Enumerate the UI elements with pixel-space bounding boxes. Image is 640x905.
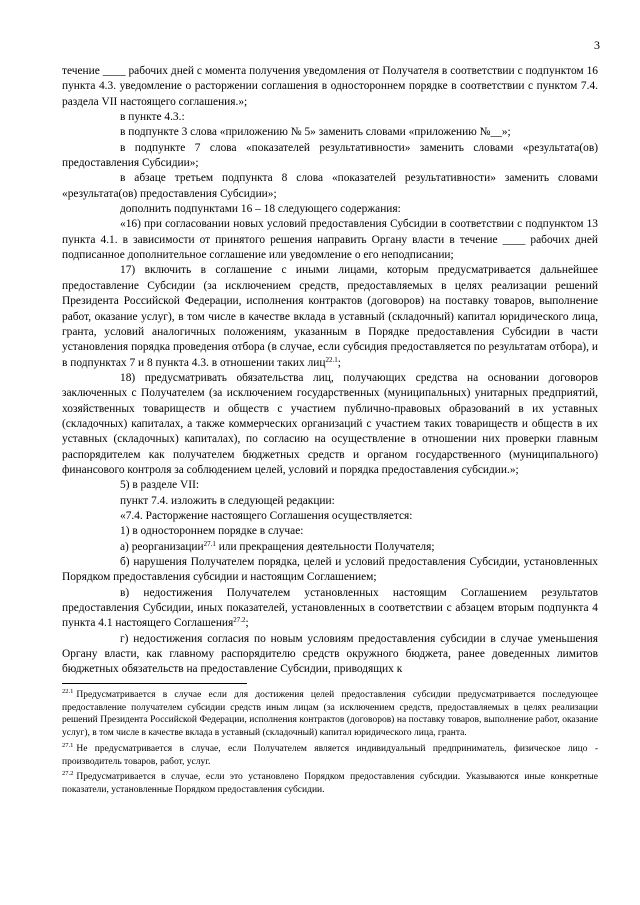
paragraph: в пункте 4.3.: bbox=[120, 111, 185, 124]
footnote-text: Предусматривается в случае, если это установлено Порядком предоставления субсидии. Указываются иные конкретные показатели, установленные Порядком предоставления субсидии. bbox=[62, 772, 598, 795]
paragraph: течение ____ рабочих дней с момента получения уведомления от Получателя в соответствии с подпунктом 16 пункта 4.3. уведомление о расторжении соглашения в одностороннем порядке в соответствии с пунктом 7.4. раздела VII настоящего соглашения.»; bbox=[62, 65, 598, 108]
paragraph: в абзаце третьем подпункта 8 слова «показателей результативности» заменить словами «результата(ов) предоставления Субсидии»; bbox=[62, 172, 598, 200]
footnote bbox=[62, 771, 598, 796]
footnote-text: Предусматривается в случае если для достижения целей предоставления субсидии предусматривается последующее предоставление получателем субсидии средств иным лицам (за исключением средств, предоставляемых в целях реализации решений Президента Российской Федерации, исполнения контрактов (договоров) на поставку товаров, выполнение работ, оказание услуг), в том числе в качестве вклада в уставный (складочный) капитал юридического лица, гранта. bbox=[62, 690, 598, 739]
footnote-mark: 27.2 bbox=[62, 770, 74, 778]
footnotes bbox=[62, 689, 598, 798]
paragraph: б) нарушения Получателем порядка, целей и условий предоставления Субсидии, установленных Порядком предоставления субсидии и настоящим Соглашением; bbox=[62, 556, 598, 584]
paragraph: «7.4. Расторжение настоящего Соглашения осуществляется: bbox=[120, 509, 413, 522]
paragraph: пункт 7.4. изложить в следующей редакции: bbox=[120, 494, 335, 507]
paragraph: в) недостижения Получателем установленных настоящим Соглашением результатов предоставления Субсидии, иных показателей, установленных в соответствии с абзацем вторым подпункта 4 пункта 4.1 настоящего Соглашения$^{27.2}$; bbox=[62, 586, 598, 630]
paragraph: в подпункте 7 слова «показателей результативности» заменить словами «результата(ов) предоставления Субсидии»; bbox=[62, 141, 598, 170]
paragraph: 17) включить в соглашение с иными лицами, которым предусматривается дальнейшее предоставление Субсидии (за исключением средств, предоставляемых в целях реализации решений Президента Российской Федерации, исполнения контрактов (договоров) на поставку товаров, выполнение работ, оказание услуг), в том числе в качестве вклада в уставный (складочный) капитал юридического лица, гранта, условий аналогичных положениям, указанным в Порядке предоставления Субсидии в части установления порядка проведения отбора (в случае, если субсидия предоставляется по результатам отбора), и в подпунктах 7 и 8 пункта 4.3. в отношении таких лиц$^{22.1}$; bbox=[62, 264, 598, 369]
footnote-reference[interactable]: 27.1 bbox=[203, 539, 216, 548]
footnote bbox=[62, 743, 598, 768]
paragraph: г) недостижения согласия по новым условиям предоставления субсидии в случае уменьшения Органу власти, как главному распорядителю средств окружного бюджета, ранее доведенных лимитов бюджетных обязательств на предоставление Субсидии, приводящих к bbox=[62, 632, 598, 676]
footnote bbox=[62, 689, 598, 740]
page-number: 3 bbox=[594, 38, 600, 52]
paragraph: а) реорганизации$^{27.1}$ или прекращения деятельности Получателя; bbox=[120, 539, 435, 553]
footnote-mark: 22.1 bbox=[62, 688, 74, 695]
footnote-divider bbox=[62, 683, 247, 684]
paragraph: 5) в разделе VII: bbox=[120, 479, 200, 492]
paragraph: 1) в одностороннем порядке в случае: bbox=[120, 525, 304, 538]
paragraph: «16) при согласовании новых условий предоставления Субсидии в соответствии с подпунктом 13 пункта 4.1. в зависимости от принятого решения направить Органу власти в течение ____ рабочих дней подписанное дополнительное соглашение или уведомление о его неподписании; bbox=[62, 218, 598, 262]
paragraph: в подпункте 3 слова «приложению № 5» заменить словами «приложению №__»; bbox=[120, 126, 511, 139]
body-text bbox=[62, 64, 598, 678]
paragraph: 18) предусматривать обязательства лиц, получающих средства на основании договоров заключенных с Получателем (за исключением государственных (муниципальных) унитарных предприятий, хозяйственных товариществ и обществ с участием публично-правовых образований в их уставных (складочных) капиталах, а также коммерческих организаций с участием таких товариществ и обществ в их уставных (складочных) капиталах), по согласию на осуществление в отношении них проверки главным распорядителем как получателем бюджетных средств и органом государственного (муниципального) финансового контроля за соблюдением целей, условий и порядка предоставления субсидии.»; bbox=[62, 371, 598, 476]
footnote-reference[interactable]: 22.1 bbox=[325, 355, 338, 364]
footnote-reference[interactable]: 27.2 bbox=[233, 616, 246, 625]
footnote-text: Не предусматривается в случае, если Получателем является индивидуальный предприниматель, физическое лицо - производитель товаров, работ, услуг. bbox=[62, 743, 598, 767]
footnote-mark: 27.1 bbox=[62, 741, 74, 749]
paragraph: дополнить подпунктами 16 – 18 следующего содержания: bbox=[120, 203, 401, 216]
